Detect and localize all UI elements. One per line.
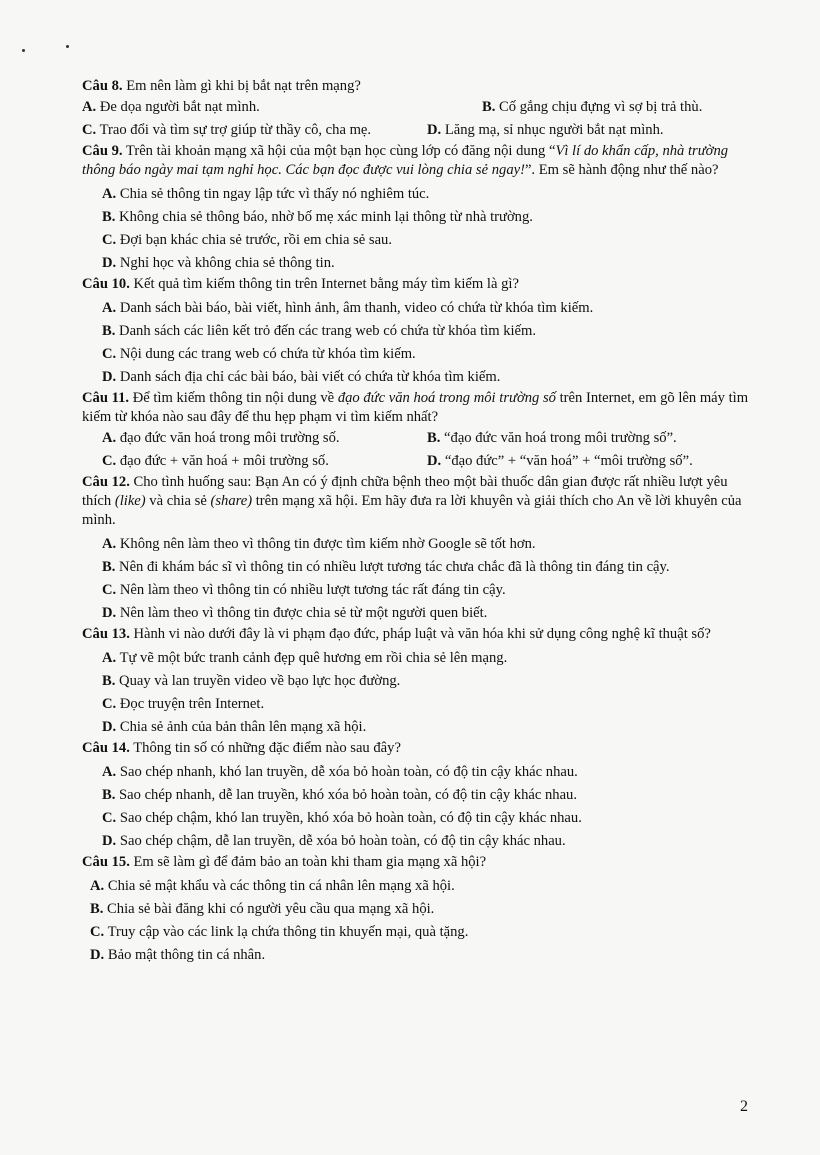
scan-speck: [66, 45, 69, 48]
option-15c[interactable]: C. Truy cập vào các link lạ chứa thông tin khuyến mại, quà tặng.: [90, 924, 469, 940]
question-12: Câu 12. Cho tình huống sau: Bạn An có ý định chữa bệnh theo một bài thuốc dân gian được rất nhiều lượt yêu thích (like) và chia sẻ (share) trên mạng xã hội. Em hãy đưa ra lời khuyên và giải thích cho An về lời khuyên của mình.: [82, 474, 742, 528]
option-9c[interactable]: C. Đợi bạn khác chia sẻ trước, rồi em chia sẻ sau.: [102, 232, 393, 248]
option-14d[interactable]: D. Sao chép chậm, dễ lan truyền, dễ xóa bỏ hoàn toàn, có độ tin cậy khác nhau.: [102, 833, 566, 849]
scan-speck: [22, 49, 25, 52]
option-12c[interactable]: C. Nên làm theo vì thông tin có nhiều lượt tương tác rất đáng tin cậy.: [102, 582, 506, 598]
question-13: Câu 13. Hành vi nào dưới đây là vi phạm đạo đức, pháp luật và văn hóa khi sử dụng công nghệ kĩ thuật số?: [82, 626, 711, 642]
question-8: Câu 8. Em nên làm gì khi bị bắt nạt trên mạng?: [82, 78, 361, 94]
option-8d[interactable]: D. Lăng mạ, sỉ nhục người bắt nạt mình.: [427, 122, 664, 138]
option-15d[interactable]: D. Bảo mật thông tin cá nhân.: [90, 947, 266, 963]
option-11a[interactable]: A. đạo đức văn hoá trong môi trường số.: [102, 430, 340, 446]
option-12b[interactable]: B. Nên đi khám bác sĩ vì thông tin có nhiều lượt tương tác chưa chắc đã là thông tin đáng tin cậy.: [102, 559, 670, 575]
option-13b[interactable]: B. Quay và lan truyền video về bạo lực học đường.: [102, 673, 401, 689]
q11-options-ab: [102, 427, 754, 450]
option-14c[interactable]: C. Sao chép chậm, khó lan truyền, khó xóa bỏ hoàn toàn, có độ tin cậy khác nhau.: [102, 810, 582, 826]
option-11c[interactable]: C. đạo đức + văn hoá + môi trường số.: [102, 453, 329, 469]
option-10d[interactable]: D. Danh sách địa chỉ các bài báo, bài viết có chứa từ khóa tìm kiếm.: [102, 369, 501, 385]
question-14: Câu 14. Thông tin số có những đặc điểm nào sau đây?: [82, 740, 401, 756]
document-page: [82, 77, 754, 967]
option-11d[interactable]: D. “đạo đức” + “văn hoá” + “môi trường số”.: [427, 453, 693, 469]
option-9a[interactable]: A. Chia sẻ thông tin ngay lập tức vì thấy nó nghiêm túc.: [102, 186, 430, 202]
q8-options-ab: [82, 96, 754, 119]
option-14b[interactable]: B. Sao chép nhanh, dễ lan truyền, khó xóa bỏ hoàn toàn, có độ tin cậy khác nhau.: [102, 787, 577, 803]
option-13c[interactable]: C. Đọc truyện trên Internet.: [102, 696, 265, 712]
question-9: Câu 9. Trên tài khoản mạng xã hội của một bạn học cùng lớp có đăng nội dung “Vì lí do khẩn cấp, nhà trường thông báo ngày mai tạm nghỉ học. Các bạn đọc được vui lòng chia sẻ ngay!”. Em sẽ hành động như thế nào?: [82, 143, 729, 178]
option-11b[interactable]: B. “đạo đức văn hoá trong môi trường số”.: [427, 430, 677, 446]
option-10b[interactable]: B. Danh sách các liên kết trỏ đến các trang web có chứa từ khóa tìm kiếm.: [102, 323, 537, 339]
option-14a[interactable]: A. Sao chép nhanh, khó lan truyền, dễ xóa bỏ hoàn toàn, có độ tin cậy khác nhau.: [102, 764, 578, 780]
option-9b[interactable]: B. Không chia sẻ thông báo, nhờ bố mẹ xác minh lại thông từ nhà trường.: [102, 209, 533, 225]
option-8c[interactable]: C. Trao đổi và tìm sự trợ giúp từ thầy cô, cha mẹ.: [82, 122, 372, 138]
question-15: Câu 15. Em sẽ làm gì để đảm bảo an toàn khi tham gia mạng xã hội?: [82, 854, 487, 870]
q8-options-cd: [82, 119, 754, 142]
question-10: Câu 10. Kết quả tìm kiếm thông tin trên Internet bằng máy tìm kiếm là gì?: [82, 276, 519, 292]
q11-options-cd: [102, 450, 754, 473]
question-11: Câu 11. Để tìm kiếm thông tin nội dung về đạo đức văn hoá trong môi trường số trên Internet, em gõ lên máy tìm kiếm từ khóa nào sau đây để thu hẹp phạm vi tìm kiếm nhất?: [82, 390, 749, 425]
option-8a[interactable]: A. Đe dọa người bắt nạt mình.: [82, 99, 260, 115]
page-number: 2: [740, 1098, 748, 1115]
option-9d[interactable]: D. Nghỉ học và không chia sẻ thông tin.: [102, 255, 335, 271]
option-13a[interactable]: A. Tự vẽ một bức tranh cảnh đẹp quê hương em rồi chia sẻ lên mạng.: [102, 650, 508, 666]
option-15a[interactable]: A. Chia sẻ mật khẩu và các thông tin cá nhân lên mạng xã hội.: [90, 878, 455, 894]
option-8b[interactable]: B. Cố gắng chịu đựng vì sợ bị trả thù.: [482, 99, 703, 115]
option-12a[interactable]: A. Không nên làm theo vì thông tin được tìm kiếm nhờ Google sẽ tốt hơn.: [102, 536, 536, 552]
option-10a[interactable]: A. Danh sách bài báo, bài viết, hình ảnh, âm thanh, video có chứa từ khóa tìm kiếm.: [102, 300, 594, 316]
option-13d[interactable]: D. Chia sẻ ảnh của bản thân lên mạng xã hội.: [102, 719, 367, 735]
option-10c[interactable]: C. Nội dung các trang web có chứa từ khóa tìm kiếm.: [102, 346, 416, 362]
option-12d[interactable]: D. Nên làm theo vì thông tin được chia sẻ từ một người quen biết.: [102, 605, 488, 621]
option-15b[interactable]: B. Chia sẻ bài đăng khi có người yêu cầu qua mạng xã hội.: [90, 901, 435, 917]
